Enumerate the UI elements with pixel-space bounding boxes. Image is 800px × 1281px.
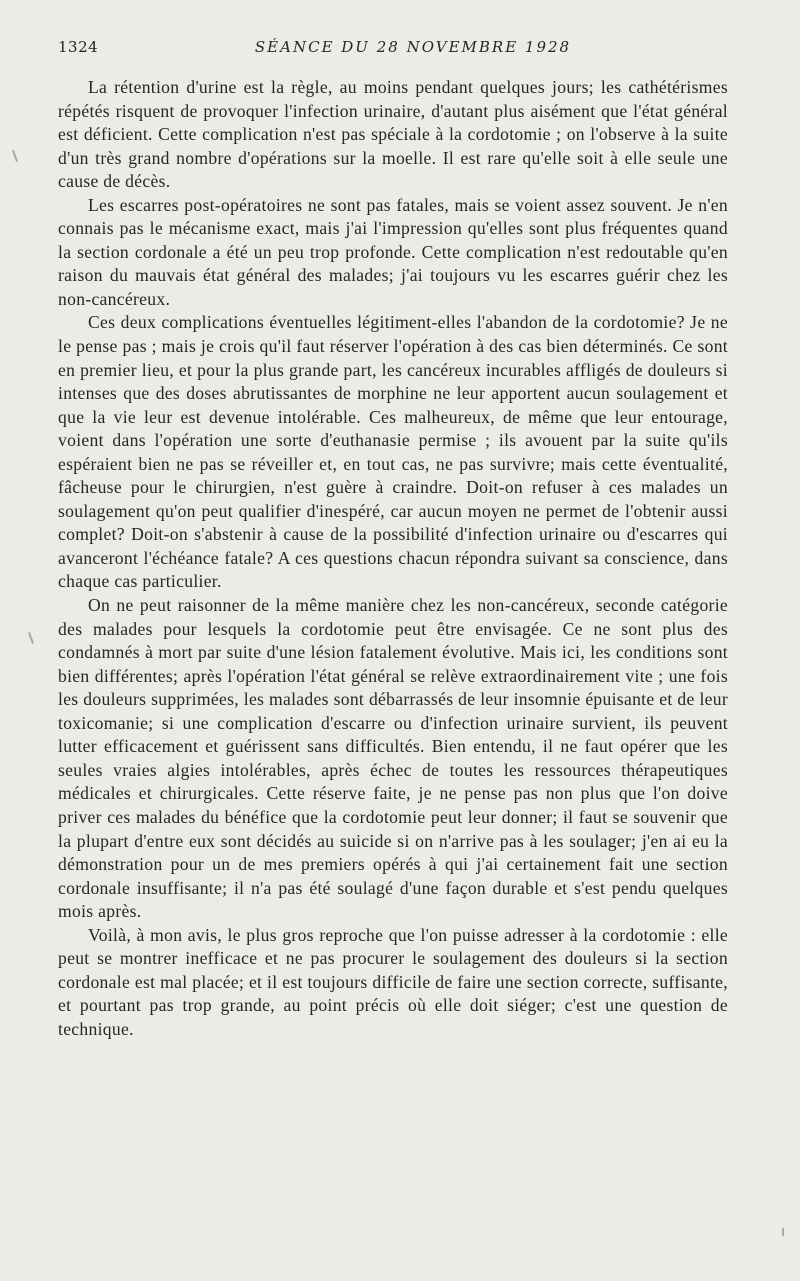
paragraph-urinary-retention: La rétention d'urine est la règle, au moins pendant quelques jours; les cathétérismes répétés risquent de provoquer l'infection urinaire, d'autant plus aisément que l'état général est déficient. Cette complication n'est pas spéciale à la cordotomie ; on l'observe à la suite d'un très grand nombre d'opérations sur la moelle. Il est rare qu'elle soit à elle seule une cause de décès. xyxy=(58,77,728,192)
paragraph-bedsores: Les escarres post-opératoires ne sont pas fatales, mais se voient assez souvent. Je n'en connais pas le mécanisme exact, mais j'ai l'impression qu'elles sont plus fréquentes quand la section cordonale a été un peu trop profonde. Cette complication n'est redoutable qu'en raison du mauvais état général des malades; j'ai toujours vu les escarres guérir chez les non-cancéreux. xyxy=(58,194,728,309)
page-number: 1324 xyxy=(58,38,99,56)
running-title: SÉANCE DU 28 NOVEMBRE 1928 xyxy=(254,38,572,56)
paragraph-non-cancer-patients: On ne peut raisonner de la même manière chez les non-cancéreux, seconde catégorie des malades pour lesquels la cordotomie peut être envisagée. Ce ne sont plus des condamnés à mort par suite d'une lésion fatalement évolutive. Mais ici, les conditions sont bien différentes; après l'opération l'état général se relève extraordinairement vite ; une fois les douleurs supprimées, les malades sont débarrassés de leur insomnie épuisante et de leur toxicomanie; si une complication d'escarre ou d'infection urinaire survient, ils peuvent lutter efficacement et guérissent sans difficultés. Bien entendu, il ne faut opérer que les seules vraies algies intolérables, après échec de toutes les ressources thérapeutiques médicales et chirurgicales. Cette réserve faite, je ne pense pas non plus que l'on doive priver ces malades du bénéfice que la cordotomie peut leur donner; il faut se souvenir que la plupart d'entre eux sont décidés au suicide si on n'arrive pas à les soulager; j'en ai eu la démonstration pour un de mes premiers opérés à qui j'ai certainement fait une section cordonale insuffisante; il n'a pas été soulagé d'une façon durable et s'est pendu quelques mois après. xyxy=(58,595,728,922)
margin-mark xyxy=(28,632,34,644)
margin-mark xyxy=(782,1228,784,1236)
paragraph-main-criticism: Voilà, à mon avis, le plus gros reproche que l'on puisse adresser à la cordotomie : elle peut se montrer inefficace et ne pas procurer le soulagement des douleurs si la section cordonale est mal placée; et il est toujours difficile de faire une section correcte, suffisante, et pourtant pas trop grande, au point précis où elle doit siéger; c'est une question de technique. xyxy=(58,924,728,1039)
running-header xyxy=(58,38,728,60)
margin-mark xyxy=(12,150,18,162)
body-text xyxy=(58,76,728,1041)
paragraph-cancer-patients: Ces deux complications éventuelles légitiment-elles l'abandon de la cordotomie? Je ne le pense pas ; mais je crois qu'il faut réserver l'opération à des cas bien déterminés. Ce sont en premier lieu, et pour la plus grande part, les cancéreux incurables affligés de douleurs si intenses que des doses abrutissantes de morphine ne leur apportent aucun soulagement et que la vie leur est devenue intolérable. Ces malheureux, de même que leur entourage, voient dans l'opération une sorte d'euthanasie permise ; ils avouent par la suite qu'ils espéraient bien ne pas se réveiller et, en tout cas, ne pas survivre; mais cette éventualité, fâcheuse pour le chirurgien, n'est guère à craindre. Doit-on refuser à ces malades un soulagement qu'on peut qualifier d'inespéré, car aucun moyen ne permet de l'obtenir aussi complet? Doit-on s'abstenir à cause de la possibilité d'infection urinaire ou d'escarres qui avanceront l'échéance fatale? A ces questions chacun répondra suivant sa conscience, dans chaque cas particulier. xyxy=(58,312,728,592)
